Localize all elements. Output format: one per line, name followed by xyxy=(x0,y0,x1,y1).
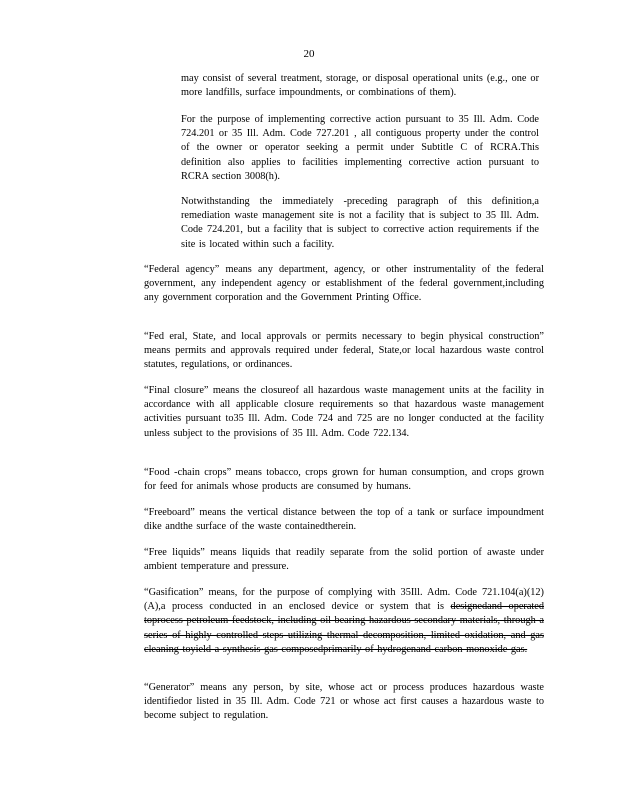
food-chain-crops-paragraph: “Food -chain crops” means tobacco, crops grown for human consumption, and crops grown for feed for animals whose products are consumed by humans. xyxy=(144,467,544,493)
free-liquids-paragraph: “Free liquids” means liquids that readily separate from the solid portion of awaste under ambient temperature and pressure. xyxy=(144,547,544,573)
gasification-paragraph xyxy=(144,586,544,657)
units-continuation-paragraph: may consist of several treatment, storage, or disposal operational units (e.g., one or more landfills, surface impoundments, or combinations of them). xyxy=(181,73,539,99)
approvals-paragraph: “Fed eral, State, and local approvals or permits necessary to begin physical construction” means permits and approvals required under federal, State,or local hazardous waste control statutes, regulations, or ordinances. xyxy=(144,331,544,371)
generator-paragraph: “Generator” means any person, by site, whose act or process produces hazardous waste identifiedor listed in 35 Ill. Adm. Code 721 or whose act first causes a hazardous waste to become subject to regulation. xyxy=(144,682,544,722)
gasification-text: “Gasification” means, for the purpose of complying with 35Ill. Adm. Code 721.104(a)(12)(A),a process conducted in an enclosed device or system that is xyxy=(144,587,544,613)
freeboard-paragraph: “Freeboard” means the vertical distance between the top of a tank or surface impoundment dike andthe surface of the waste containedtherein. xyxy=(144,507,544,533)
final-closure-paragraph: “Final closure” means the closureof all hazardous waste management units at the facility in accordance with all applicable closure requirements so that hazardous waste management activities pursuant to35 Ill. Adm. Code 724 and 725 are no longer conducted at the facility unless subject to the provisions of 35 Ill. Adm. Code 722.134. xyxy=(144,385,544,439)
gasification-deleted-text: designedand operated toprocess petroleum feedstock, including oil-bearing hazardous secondary materials, through a series of highly controlled steps utilizing thermal decomposition, limited oxidation, and gas cleaning toyield a synthesis gas composedprimarily of hydrogenand carbon monoxide gas. xyxy=(144,601,544,655)
corrective-action-paragraph: For the purpose of implementing corrective action pursuant to 35 Ill. Adm. Code 724.201 or 35 Ill. Adm. Code 727.201 , all contiguous property under the control of the owner or operator seeking a permit under Subtitle C of RCRA.This definition also applies to facilities implementing corrective action pursuant to RCRA section 3008(h). xyxy=(181,114,539,182)
remediation-site-paragraph: Notwithstanding the immediately -preceding paragraph of this definition,a remediation waste management site is not a facility that is subject to 35 Ill. Adm. Code 724.201, but a facility that is subject to corrective action requirements if the site is located within such a facility. xyxy=(181,196,539,250)
federal-agency-paragraph: “Federal agency” means any department, agency, or other instrumentality of the federal government, any independent agency or establishment of the federal government,including any government corporation and the Government Printing Office. xyxy=(144,264,544,304)
page-number: 20 xyxy=(303,48,315,60)
